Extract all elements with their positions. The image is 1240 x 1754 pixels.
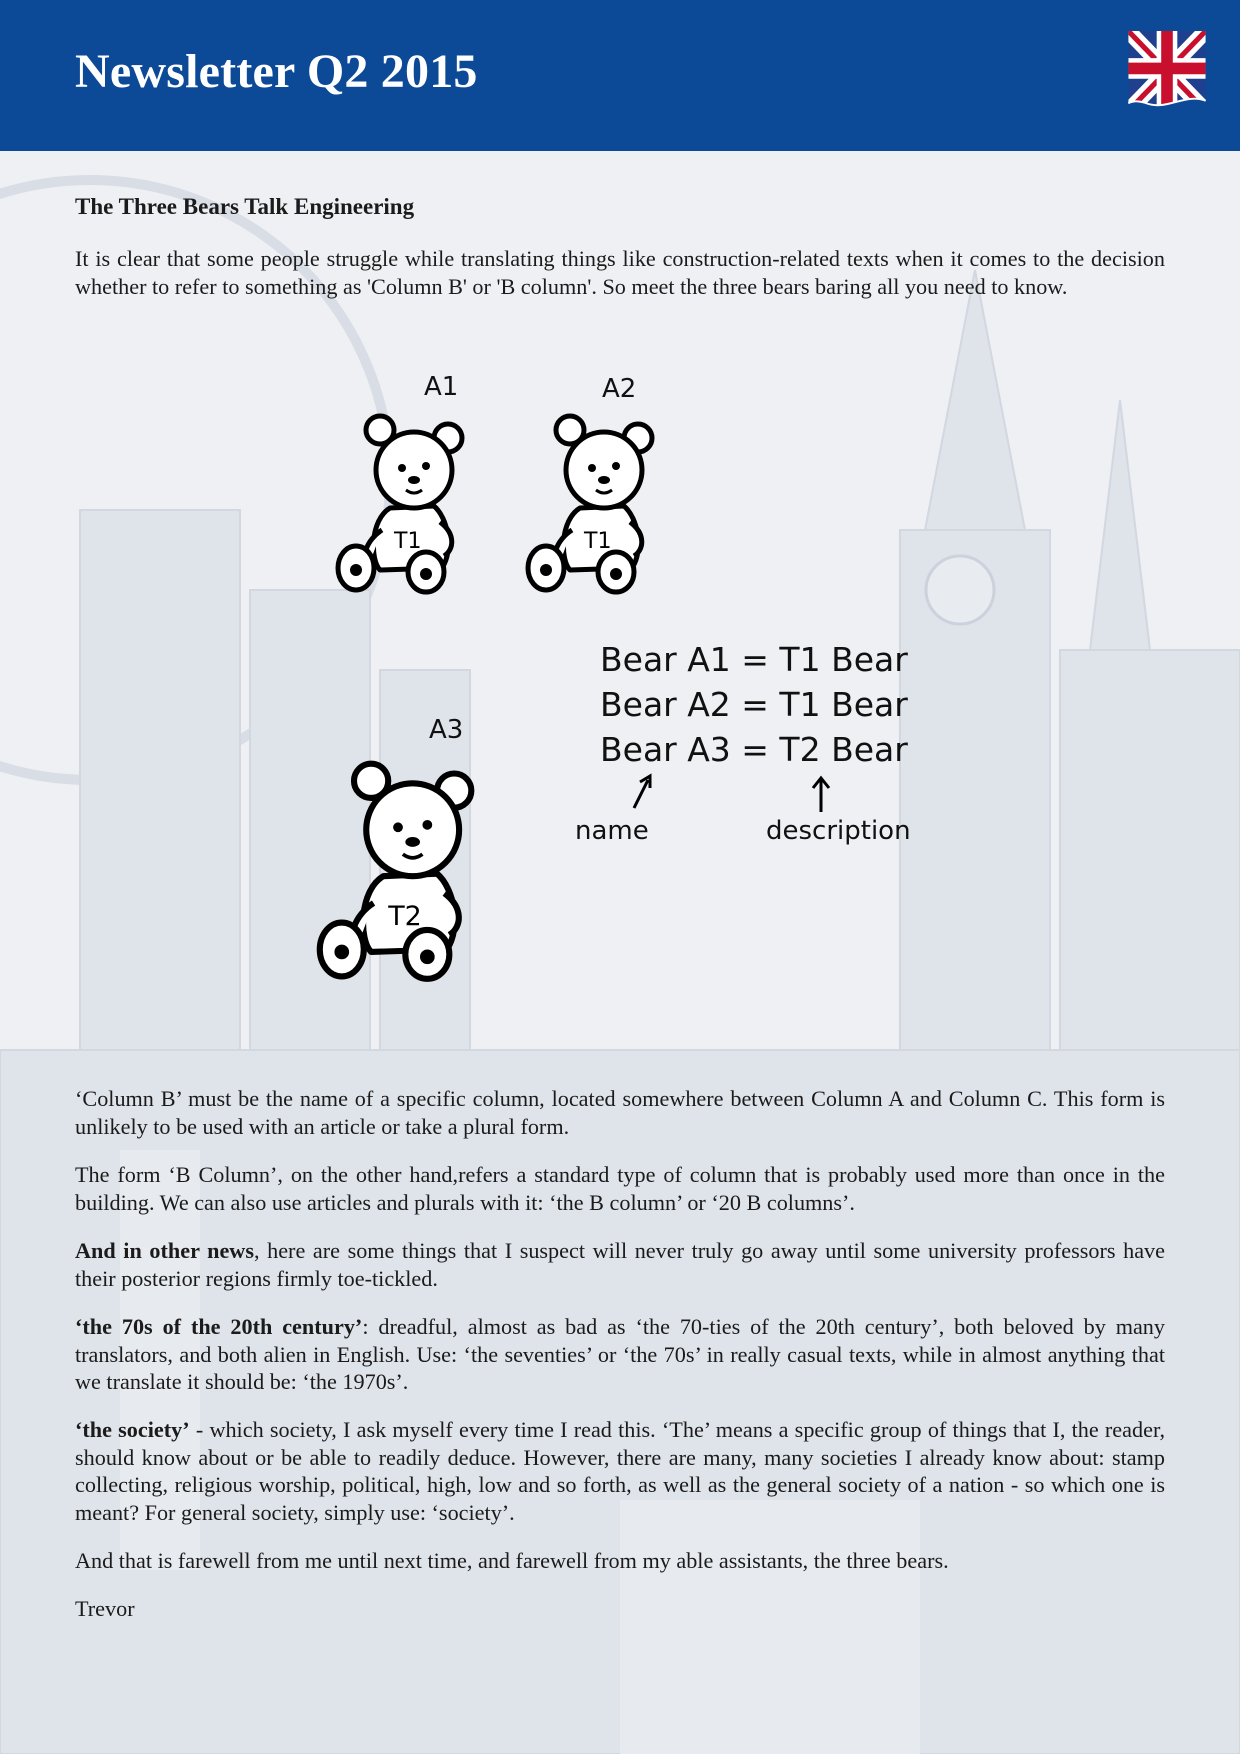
- other-news-text: , here are some things that I suspect will never truly go away until some university professors have their posterior regions firmly toe-tickled.: [75, 1238, 1165, 1291]
- intro-paragraph: It is clear that some people struggle while translating things like construction-related texts when it comes to the decision whether to refer to something as 'Column B' or 'B column'. So meet the three bears baring all you need to know.: [75, 246, 1165, 299]
- signature: Trevor: [75, 1596, 135, 1621]
- three-bears-diagram: [0, 360, 1240, 1000]
- bear-a3-label: A3: [429, 715, 464, 745]
- article-title: The Three Bears Talk Engineering: [75, 194, 415, 219]
- society-paragraph: [75, 1416, 1165, 1526]
- bear-a1-label: A1: [424, 372, 459, 402]
- equation-line-2: Bear A2 = T1 Bear: [600, 685, 908, 724]
- union-jack-flag-icon: [1128, 31, 1206, 111]
- description-caption: description: [766, 816, 911, 846]
- bear-a2-label: A2: [602, 374, 637, 404]
- farewell-paragraph: And that is farewell from me until next time, and farewell from my able assistants, the three bears.: [75, 1548, 949, 1573]
- society-lead: ‘the society’: [75, 1417, 190, 1442]
- teddy-bear-a1-icon: [330, 410, 510, 600]
- column-b-paragraph: ‘Column B’ must be the name of a specific column, located somewhere between Column A and Column C. This form is unlikely to be used with an article or take a plural form.: [75, 1086, 1165, 1139]
- name-arrow-icon: [628, 772, 658, 812]
- b-column-paragraph: The form ‘B Column’, on the other hand,refers a standard type of column that is probably used more than once in the building. We can also use articles and plurals with it: ‘the B column’ or ‘20 B columns’.: [75, 1162, 1165, 1215]
- bear-a1-shirt-label: T1: [394, 529, 422, 554]
- society-text: - which society, I ask myself every time I read this. ‘The’ means a specific group of things that I, the reader, should know about or be able to readily deduce. However, there are many, many societies I already know about: stamp collecting, religious worship, political, high, low and so forth, as well as the general society of a nation - so which one is meant? For general society, simply use: ‘society’.: [75, 1417, 1165, 1525]
- description-arrow-icon: [806, 774, 836, 814]
- other-news-paragraph: [75, 1237, 1165, 1292]
- newsletter-title: Newsletter Q2 2015: [75, 45, 478, 98]
- bear-a3-shirt-label: T2: [388, 901, 422, 933]
- seventies-paragraph: [75, 1313, 1165, 1396]
- name-caption: name: [575, 816, 649, 846]
- equation-line-1: Bear A1 = T1 Bear: [600, 640, 908, 679]
- equation-line-3: Bear A3 = T2 Bear: [600, 730, 908, 769]
- teddy-bear-a2-icon: [520, 410, 700, 600]
- seventies-lead: ‘the 70s of the 20th century’: [75, 1314, 363, 1339]
- seventies-text: : dreadful, almost as bad as ‘the 70-ties of the 20th century’, both beloved by many translators, and both alien in English. Use: ‘the seventies’ or ‘the 70s’ in really casual texts, while in almost anything that we translate it should be: ‘the 1970s’.: [75, 1314, 1165, 1394]
- newsletter-header: [0, 0, 1240, 151]
- teddy-bear-a3-icon: [310, 755, 530, 990]
- other-news-lead: And in other news: [75, 1238, 254, 1263]
- bear-a2-shirt-label: T1: [584, 529, 612, 554]
